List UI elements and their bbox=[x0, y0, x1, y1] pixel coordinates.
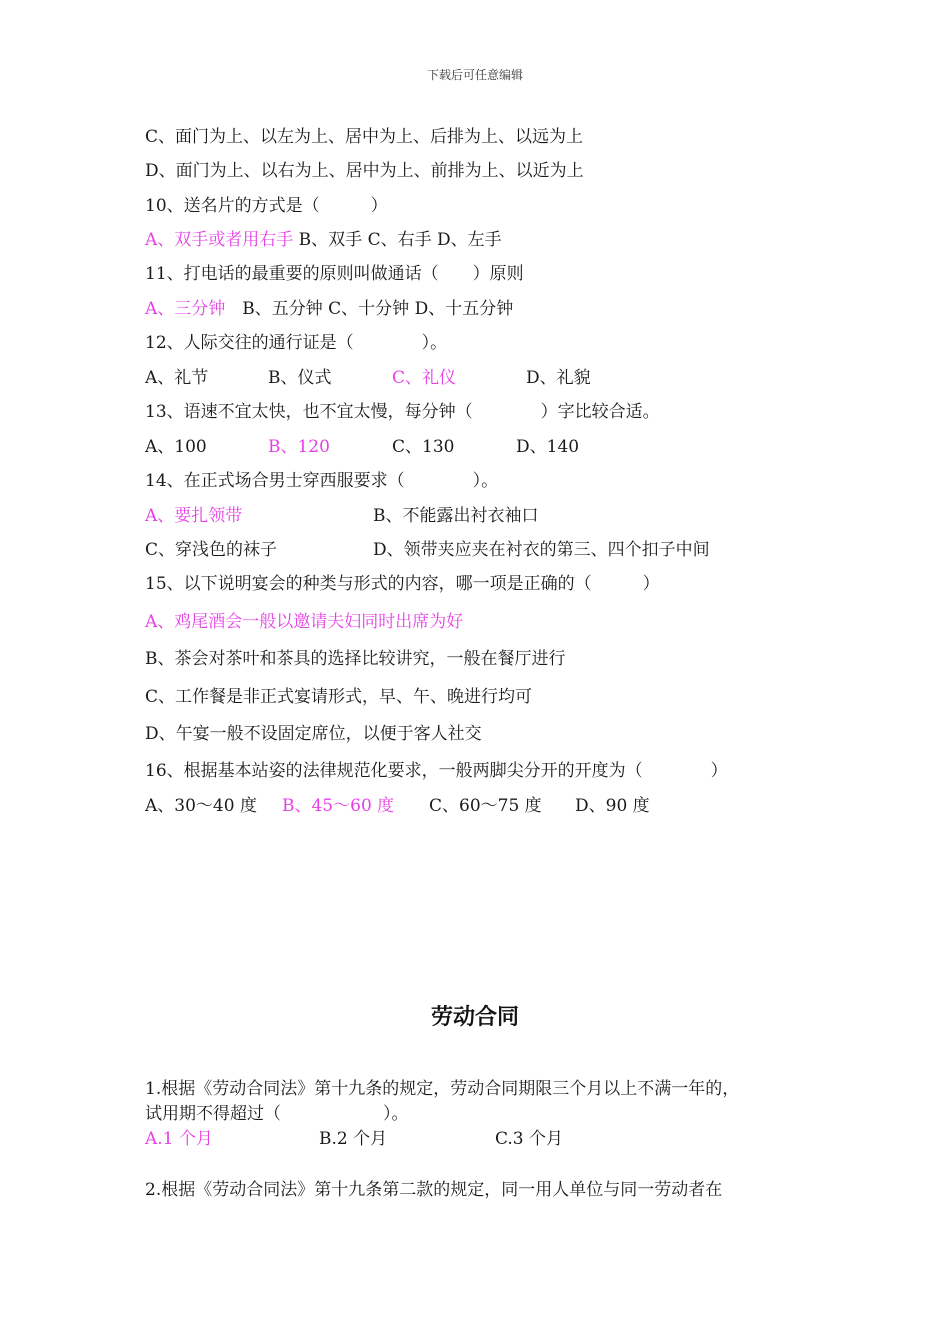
q12-option-d: D、礼貌 bbox=[526, 368, 591, 388]
q13-option-a: A、100 bbox=[145, 437, 207, 457]
q13-question: 13、语速不宜太快，也不宜太慢，每分钟（ ）字比较合适。 bbox=[145, 402, 660, 422]
q11-other-options: B、五分钟 C、十分钟 D、十五分钟 bbox=[225, 299, 514, 319]
lc2-question-line1: 2.根据《劳动合同法》第十九条第二款的规定，同一用人单位与同一劳动者在 bbox=[145, 1180, 723, 1200]
q10-question: 10、送名片的方式是（ ） bbox=[145, 196, 388, 216]
lc1-question-line2: 试用期不得超过（ ）。 bbox=[145, 1104, 409, 1124]
q12-option-a: A、礼节 bbox=[145, 368, 209, 388]
q13-option-d: D、140 bbox=[516, 437, 580, 457]
q16-option-c: C、60～75 度 bbox=[429, 796, 542, 816]
q14-option-c: C、穿浅色的袜子 bbox=[145, 540, 278, 560]
q14-answer: A、要扎领带 bbox=[145, 506, 243, 526]
q15-option-c: C、工作餐是非正式宴请形式，早、午、晚进行均可 bbox=[145, 687, 533, 707]
lc1-options bbox=[145, 1128, 845, 1150]
q16-answer: B、45～60 度 bbox=[282, 796, 395, 816]
page-header: 下载后可任意编辑 bbox=[426, 68, 523, 82]
q14-option-d: D、领带夹应夹在衬衣的第三、四个扣子中间 bbox=[373, 540, 710, 560]
q14-options-row1 bbox=[145, 505, 845, 527]
q9-option-d: D、面门为上、以右为上、居中为上、前排为上、以近为上 bbox=[145, 161, 584, 181]
q16-question: 16、根据基本站姿的法律规范化要求，一般两脚尖分开的开度为（ ） bbox=[145, 761, 728, 781]
lc1-option-c: C.3 个月 bbox=[495, 1129, 564, 1149]
q13-option-c: C、130 bbox=[392, 437, 455, 457]
q16-option-d: D、90 度 bbox=[575, 796, 650, 816]
q14-question: 14、在正式场合男士穿西服要求（ ）。 bbox=[145, 471, 499, 491]
lc1-answer: A.1 个月 bbox=[145, 1129, 213, 1149]
q12-question: 12、人际交往的通行证是（ ）。 bbox=[145, 333, 448, 353]
q16-option-a: A、30～40 度 bbox=[145, 796, 257, 816]
q10-other-options: B、双手 C、右手 D、左手 bbox=[293, 230, 502, 250]
lc1-option-b: B.2 个月 bbox=[319, 1129, 388, 1149]
q15-option-d: D、午宴一般不设固定席位，以便于客人社交 bbox=[145, 724, 482, 744]
q16-options bbox=[145, 795, 845, 817]
q14-options-row2 bbox=[145, 539, 845, 561]
q12-option-b: B、仪式 bbox=[268, 368, 332, 388]
q12-answer: C、礼仪 bbox=[392, 368, 457, 388]
q13-options bbox=[145, 436, 845, 458]
q9-option-c: C、面门为上、以左为上、居中为上、后排为上、以远为上 bbox=[145, 127, 584, 147]
q14-option-b: B、不能露出衬衣袖口 bbox=[373, 506, 539, 526]
section-title: 劳动合同 bbox=[430, 1005, 519, 1030]
q11-options bbox=[145, 298, 513, 320]
q11-answer: A、三分钟 bbox=[145, 299, 226, 319]
q15-option-b: B、茶会对茶叶和茶具的选择比较讲究，一般在餐厅进行 bbox=[145, 649, 566, 669]
q10-options bbox=[145, 229, 502, 251]
q10-answer: A、双手或者用右手 bbox=[145, 230, 294, 250]
q12-options bbox=[145, 367, 845, 389]
q15-question: 15、以下说明宴会的种类与形式的内容，哪一项是正确的（ ） bbox=[145, 574, 660, 594]
q11-question: 11、打电话的最重要的原则叫做通话（ ）原则 bbox=[145, 264, 524, 284]
lc1-question-line1: 1.根据《劳动合同法》第十九条的规定，劳动合同期限三个月以上不满一年的， bbox=[145, 1079, 740, 1099]
q15-answer: A、鸡尾酒会一般以邀请夫妇同时出席为好 bbox=[145, 612, 464, 632]
q13-answer: B、120 bbox=[268, 437, 330, 457]
